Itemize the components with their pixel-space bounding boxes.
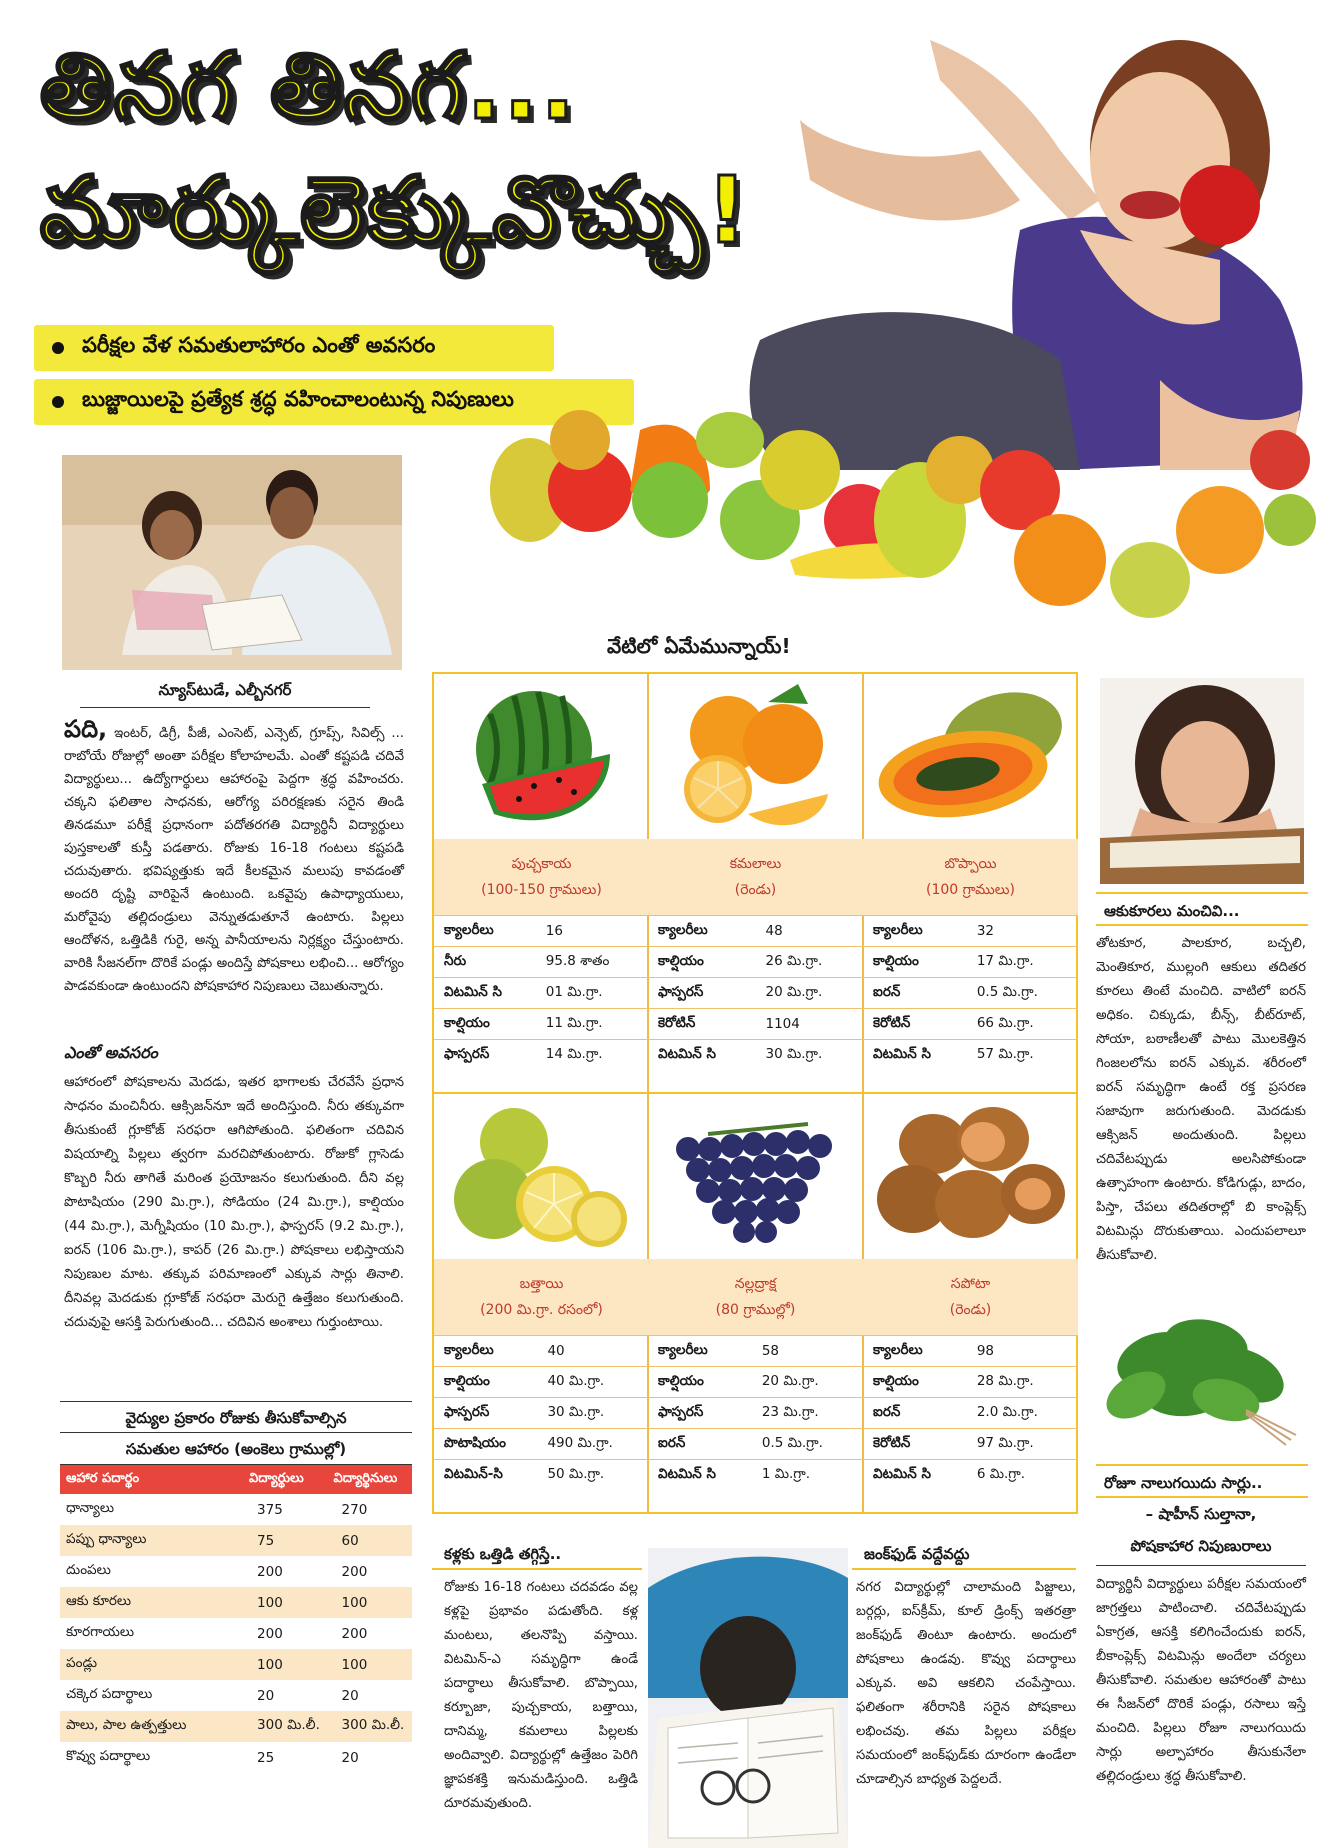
diet-food: పప్పు ధాన్యాలు: [60, 1525, 243, 1556]
fruit-card-watermelon: [434, 674, 649, 1071]
fruit-nutrient-table: [434, 1335, 649, 1491]
nutrient-value: 98: [973, 1336, 1078, 1367]
balanced-diet-table: [60, 1401, 412, 1773]
headline-line-2: మార్కులెక్కువొచ్చు!: [40, 157, 750, 264]
diet-food: కూరగాయలు: [66, 1624, 135, 1640]
diet-table-caption-2: సమతుల ఆహారం (అంకెలు గ్రాముల్లో): [60, 1433, 412, 1465]
fruit-nutrient-table: [863, 1335, 1078, 1491]
watermelon-image: [434, 674, 649, 839]
nutrient-value: 20 మి.గ్రా.: [758, 1367, 863, 1398]
diet-header-boys: విద్యార్థులు: [243, 1465, 327, 1494]
eye-strain-title: కళ్లకు ఒత్తిడి తగ్గిస్తే..: [432, 1538, 642, 1570]
nutrient-row: [648, 1336, 863, 1367]
nutrient-name: క్యాలరీలు: [434, 1336, 543, 1367]
greens-box-text: తోటకూర, పాలకూర, బచ్చలి, మెంతికూర, ముల్లంగి ఆకులు తదితర కూరలు తింటే మంచిది. వాటిలో ఐరన్ అధికం. చిక్కుడు, బీన్స్, బీట్‌రూట్, సోయా, బఠాణీలతో పాటు మొలకెత్తిన గింజలలోను ఐరన్ ఎక్కువ. శరీరంలో ఐరన్ సమృద్ధిగా ఉంటే రక్త ప్రసరణ సజావుగా జరుగుతుంది. మెదడుకు ఆక్సిజన్ అందుతుంది. పిల్లలు చదివేటప్పుడు అలసిపోకుండా ఉత్సాహంగా ఉంటారు. కోడిగుడ్లు, బాదం, పిస్తా, చేపలు తదితరాల్లో బి కాంప్లెక్స్ విటమిన్లు దొరుకుతాయి. ఎందుపలాలూ తీసుకోవాలి.: [1096, 936, 1306, 1263]
fruit-nutrient-table: [863, 915, 1078, 1071]
byline: న్యూస్‌టుడే, ఎల్బీనగర్: [80, 681, 370, 708]
diet-girls-value: 200: [341, 1563, 368, 1580]
diet-header-food: ఆహార పదార్థం: [60, 1465, 243, 1494]
fruit-name-block: [434, 839, 649, 915]
diet-girls-value: 20: [341, 1749, 359, 1766]
fruit-card-papaya: [863, 674, 1078, 1071]
fruit-card-black-grapes: [648, 1094, 863, 1491]
fruit-name: బొప్పాయి: [944, 856, 997, 872]
nutrient-value: 32: [973, 916, 1078, 947]
nutrient-value: 6 మి.గ్రా.: [973, 1460, 1078, 1491]
diet-boys-value: 375: [257, 1501, 283, 1518]
nutrient-row: [648, 916, 863, 947]
photo-spinach-leaves: [1096, 1300, 1308, 1450]
nutrient-row: [863, 947, 1078, 978]
nutrient-row: [434, 1336, 649, 1367]
diet-girls-value: 60: [328, 1525, 412, 1556]
diet-boys-value: 300 మి.లీ.: [243, 1711, 327, 1742]
fruit-card-oranges: [648, 674, 863, 1071]
nutrient-name: విటమిన్ సి: [863, 1040, 973, 1071]
nutrient-name: విటమిన్ సి: [648, 1460, 758, 1491]
nutrient-row: [648, 978, 863, 1009]
greens-box-title: ఆకుకూరలు మంచివి...: [1096, 892, 1308, 926]
nutrient-row: [434, 1040, 649, 1071]
nutrient-value: 26 మి.గ్రా.: [762, 947, 864, 978]
nutrient-name: ఫాస్పరస్: [648, 1398, 758, 1429]
nutrient-row: [434, 947, 649, 978]
nutrient-value: 95.8 శాతం: [542, 947, 649, 978]
expert-designation: పోషకాహార నిపుణురాలు: [1096, 1537, 1306, 1566]
fruit-name-block: [863, 839, 1078, 915]
grapes-image: [648, 1094, 863, 1259]
nutrient-name: క్యాలరీలు: [648, 1336, 758, 1367]
nutrient-value: 20 మి.గ్రా.: [762, 978, 864, 1009]
fruit-nutrient-table: [648, 915, 863, 1071]
diet-food: కొవ్వు పదార్థాలు: [66, 1748, 151, 1764]
diet-table-row: [60, 1649, 412, 1680]
nutrient-name: విటమిన్ సి: [434, 978, 542, 1009]
nutrient-value: 28 మి.గ్రా.: [973, 1367, 1078, 1398]
nutrient-row: [434, 916, 649, 947]
junk-food-box: [852, 1538, 1076, 1792]
diet-food: ధాన్యాలు: [66, 1500, 115, 1516]
nutrient-row: [434, 1429, 649, 1460]
nutrient-row: [648, 1460, 863, 1491]
eye-strain-text: రోజుకు 16-18 గంటలు చదవడం వల్ల కళ్లపై ప్రభావం పడుతోంది. కళ్ల మంటలు, తలనొప్పి వస్తాయి. విటమిన్-ఎ సమృద్ధిగా ఉండే పదార్థాలు తీసుకోవాలి. బొప్పాయి, కర్బూజా, పుచ్చకాయ, బత్తాయి, దానిమ్మ, కమలాలు పిల్లలకు అందివ్వాలి. విద్యార్థుల్లో ఉత్తేజం పెరిగి జ్ఞాపకశక్తి ఇనుమడిస్తుంది. ఒత్తిడి దూరమవుతుంది.: [444, 1580, 638, 1811]
fruit-name-block: [434, 1259, 649, 1335]
bullet-dot-icon: [52, 396, 64, 408]
diet-table-row: [60, 1494, 412, 1525]
nutrient-name: కాల్షియం: [863, 947, 973, 978]
nutrient-row: [863, 1398, 1078, 1429]
diet-table-grid: [60, 1465, 412, 1773]
fruit-quantity: (100 గ్రాములు): [926, 882, 1015, 898]
nutrient-value: 2.0 మి.గ్రా.: [973, 1398, 1078, 1429]
diet-boys-value: 25: [257, 1749, 275, 1766]
nutrient-value: 14 మి.గ్రా.: [542, 1040, 649, 1071]
diet-boys-value: 200: [257, 1563, 283, 1580]
diet-girls-value: 100: [328, 1587, 412, 1618]
diet-table-caption-1: వైద్యుల ప్రకారం రోజుకు తీసుకోవాల్సిన: [60, 1401, 412, 1433]
fruit-name: సపోటా: [950, 1276, 991, 1292]
nutrient-value: 11 మి.గ్రా.: [542, 1009, 649, 1040]
diet-girls-value: 20: [341, 1687, 359, 1704]
diet-food: పండ్లు: [60, 1649, 243, 1680]
fruit-name: కమలాలు: [729, 856, 782, 872]
bullet-text: బుజ్జాయిలపై ప్రత్యేక శ్రద్ధ వహించాలంటున్న నిపుణులు: [82, 387, 514, 411]
nutrient-row: [648, 947, 863, 978]
nutrient-name: విటమిన్-సి: [434, 1460, 543, 1491]
diet-boys-value: 100: [243, 1649, 327, 1680]
nutrient-row: [863, 1429, 1078, 1460]
bullet-text: పరీక్షల వేళ సమతులాహారం ఎంతో అవసరం: [82, 333, 436, 357]
nutrient-name: కాల్షియం: [863, 1367, 973, 1398]
diet-girls-value: 270: [341, 1501, 368, 1518]
diet-table-row: [60, 1556, 412, 1587]
fruit-name: బత్తాయి: [519, 1276, 564, 1292]
fruit-name-block: [863, 1259, 1078, 1335]
nutrient-name: కెరోటిన్: [863, 1429, 973, 1460]
nutrient-name: విటమిన్ సి: [863, 1460, 973, 1491]
nutrient-row: [863, 1460, 1078, 1491]
article-lead-text: ఇంటర్, డిగ్రీ, పీజీ, ఎంసెట్, ఎన్సెట్, గ్రూప్స్, సివిల్స్ ... రాబోయే రోజుల్లో అంతా పరీక్షల కోలాహలమే. ఎంతో కష్టపడి చదివే విద్యార్థులు... ఉద్యోగార్థులు ఆహారంపై పెద్దగా శ్రద్ధ వహించరు. చక్కని ఫలితాల సాధనకు, ఆరోగ్య పరిరక్షణకు సరైన తిండి తినడమూ పరీక్షే ప్రధానంగా పదోతరగతి విద్యార్థినీ విద్యార్థులు పుస్తకాలతో కుస్తీ పడతారు. రోజుకు 16-18 గంటలు కష్టపడి చదువుతారు. భవిష్యత్తుకు ఇదే కీలకమైన మలుపు కావడంతో అందరి దృష్టి వారిపైనే ఉంటుంది. ఒకవైపు ఉపాధ్యాయులు, మరోవైపు తల్లిదండ్రులు వెన్నుతడుతూనే ఉంటారు. పిల్లలు ఆందోళన, ఒత్తిడికి గురై, అన్న పానీయాలను నిర్లక్ష్యం చేస్తుంటారు. వారికి సీజనల్‌గా దొరికే పండ్లు అందిస్తే పోషకాలు లభించి... ఆరోగ్యం పాడవకుండా ఉంటుందని పోషకాహార నిపుణులు చెబుతున్నారు.: [64, 726, 404, 994]
headline-line-1: తినగ తినగ...: [40, 33, 578, 140]
nutrient-value: 1 మి.గ్రా.: [758, 1460, 863, 1491]
diet-boys-value: 200: [257, 1625, 283, 1642]
article-body: ఆహారంలో పోషకాలను మెదడు, ఇతర భాగాలకు చేరవేసే ప్రధాన సాధనం మంచినీరు. ఆక్సిజన్‌నూ ఇదే అందిస్తుంది. నీరు తక్కువగా తీసుకుంటే గ్లూకోజ్ సరఫరా ఆగిపోతుంది. ఫలితంగా చదివిన విషయాల్ని పిల్లలు త్వరగా మరచిపోతుంటారు. రోజుకో గ్లాసెడు కొబ్బరి నీరు తాగితే మరింత ప్రయోజనం కలుగుతుంది. దీని వల్ల పొటాషియం (290 మి.గ్రా.), సోడియం (24 మి.గ్రా.), కాల్షియం (44 మి.గ్రా.), మెగ్నీషియం (10 మి.గ్రా.), ఫాస్పరస్ (9.2 మి.గ్రా.), ఐరన్ (106 మి.గ్రా.), కాపర్ (26 మి.గ్రా.) పోషకాలు లభిస్తాయని నిపుణుల మాట. తక్కువ పరిమాణంలో ఎక్కువ సార్లు తినాలి. దీనివల్ల మెదడుకు గ్లూకోజ్ సరఫరా మెరుగై ఉత్తేజం కలుగుతుంది. చదువుపై ఆసక్తి పెరుగుతుంది... చదివిన అంశాలు గుర్తుంటాయి.: [64, 1075, 404, 1330]
nutrient-row: [648, 1429, 863, 1460]
nutrient-name: ఫాస్పరస్: [434, 1398, 543, 1429]
nutrient-value: 48: [762, 916, 864, 947]
article-lead: [64, 715, 404, 998]
nutrient-value: 490 మి.గ్రా.: [543, 1429, 649, 1460]
hero-photo-girl-with-fruits: [460, 0, 1324, 640]
nutrient-row: [863, 1009, 1078, 1040]
nutrient-name: కాల్షియం: [648, 1367, 758, 1398]
nutrient-value: 66 మి.గ్రా.: [973, 1009, 1078, 1040]
eye-strain-box: [432, 1538, 642, 1816]
nutrient-row: [434, 1398, 649, 1429]
nutrient-name: ఐరన్: [863, 1398, 973, 1429]
fruit-quantity: (రెండు): [949, 1302, 992, 1318]
nutrient-row: [863, 1040, 1078, 1071]
diet-header-girls: విద్యార్థినులు: [328, 1465, 412, 1494]
diet-table-row: [60, 1525, 412, 1556]
diet-boys-value: 75: [243, 1525, 327, 1556]
junk-food-text: నగర విద్యార్థుల్లో చాలామంది పిజ్జాలు, బర్గర్లు, ఐస్‌క్రీమ్, కూల్ డ్రింక్స్ ఇతరత్రా జంక్‌ఫుడ్ తింటూ ఉంటారు. అందులో పోషకాలు ఉండవు. కొవ్వు పదార్థాలు ఎక్కువ. అవి ఆకలిని చంపేస్తాయి. ఫలితంగా శరీరానికి సరైన పోషకాలు లభించవు. తమ పిల్లలు పరీక్షల సమయంలో జంక్‌ఫుడ్‌కు దూరంగా ఉండేలా చూడాల్సిన బాధ్యత పెద్దలదే.: [856, 1580, 1076, 1787]
diet-food: పాలు, పాల ఉత్పత్తులు: [60, 1711, 243, 1742]
nutrient-row: [863, 978, 1078, 1009]
fruit-name: పుచ్చకాయ: [511, 856, 572, 872]
nutrient-value: 58: [758, 1336, 863, 1367]
nutrient-name: కాల్షియం: [434, 1367, 543, 1398]
diet-girls-value: 100: [328, 1649, 412, 1680]
nutrient-name: క్యాలరీలు: [648, 916, 762, 947]
nutrient-row: [863, 916, 1078, 947]
nutrient-name: కెరోటిన్: [863, 1009, 973, 1040]
fruit-quantity: (80 గ్రాముల్లో): [715, 1302, 796, 1318]
nutrient-value: 0.5 మి.గ్రా.: [973, 978, 1078, 1009]
fruit-quantity: (రెండు): [734, 882, 777, 898]
nutrient-row: [648, 1367, 863, 1398]
nutrient-name: క్యాలరీలు: [434, 916, 542, 947]
bullet-dot-icon: [52, 342, 64, 354]
diet-boys-value: 20: [257, 1687, 275, 1704]
fruit-quantity: (200 మి.గ్రా. రసంలో): [480, 1302, 603, 1318]
daily-box-text: విద్యార్థినీ విద్యార్థులు పరీక్షల సమయంలో జాగ్రత్తలు పాటించాలి. చదివేటప్పుడు ఏకాగ్రత, ఆసక్తి కలిగించేందుకు ఐరన్, బీకాంప్లెక్స్ విటమిన్లు అందేలా చర్యలు తీసుకోవాలి. సమతుల ఆహారంతో పాటు ఈ సీజన్‌లో దొరికే పండ్లు, రసాలు ఇస్తే మంచిది. పిల్లలు రోజూ నాలుగయిదు సార్లు అల్పాహారం తీసుకునేలా తల్లిదండ్రులు శ్రద్ధ తీసుకోవాలి.: [1096, 1577, 1306, 1784]
nutrient-value: 23 మి.గ్రా.: [758, 1398, 863, 1429]
nutrient-value: 97 మి.గ్రా.: [973, 1429, 1078, 1460]
nutrient-row: [434, 1460, 649, 1491]
fruit-card-sapota: [863, 1094, 1078, 1491]
nutrient-row: [434, 1009, 649, 1040]
nutrient-name: ఫాస్పరస్: [648, 978, 762, 1009]
nutrient-name: విటమిన్ సి: [648, 1040, 762, 1071]
nutrient-value: 01 మి.గ్రా.: [542, 978, 649, 1009]
nutrient-value: 17 మి.గ్రా.: [973, 947, 1078, 978]
photo-student-asleep-on-books: [648, 1548, 848, 1848]
nutrient-name: ఐరన్: [863, 978, 973, 1009]
nutrient-value: 30 మి.గ్రా.: [762, 1040, 864, 1071]
fruit-nutrient-table: [648, 1335, 863, 1491]
nutrient-value: 50 మి.గ్రా.: [543, 1460, 649, 1491]
papaya-image: [863, 674, 1078, 839]
nutrient-value: 0.5 మి.గ్రా.: [758, 1429, 863, 1460]
fruit-name-block: [648, 1259, 863, 1335]
article-dropcap: పది,: [64, 715, 108, 743]
diet-food: చక్కెర పదార్థాలు: [66, 1686, 153, 1702]
oranges-image: [648, 674, 863, 839]
nutrient-row: [648, 1040, 863, 1071]
nutrient-row: [434, 978, 649, 1009]
diet-girls-value: 300 మి.లీ.: [328, 1711, 412, 1742]
diet-girls-value: 200: [341, 1625, 368, 1642]
nutrient-value: 57 మి.గ్రా.: [973, 1040, 1078, 1071]
nutrient-name: క్యాలరీలు: [863, 916, 973, 947]
nutrient-name: క్యాలరీలు: [863, 1336, 973, 1367]
diet-table-row: [60, 1711, 412, 1742]
diet-food: ఆకు కూరలు: [60, 1587, 243, 1618]
daily-box-title: రోజూ నాలుగయిదు సార్లు..: [1096, 1464, 1308, 1498]
nutrient-value: 1104: [762, 1009, 864, 1040]
nutrient-value: 30 మి.గ్రా.: [543, 1398, 649, 1429]
nutrient-name: కాల్షియం: [648, 947, 762, 978]
nutrient-name: పొటాషియం: [434, 1429, 543, 1460]
fruit-quantity: (100-150 గ్రాములు): [481, 882, 602, 898]
expert-name: – షాహీన్ సుల్తానా,: [1145, 1505, 1257, 1523]
nutrient-name: ఐరన్: [648, 1429, 758, 1460]
nutrient-value: 40 మి.గ్రా.: [543, 1367, 649, 1398]
sapota-image: [863, 1094, 1078, 1259]
nutrient-name: ఫాస్పరస్: [434, 1040, 542, 1071]
nutrient-value: 16: [542, 916, 649, 947]
diet-table-row: [60, 1680, 412, 1711]
fruit-name-block: [648, 839, 863, 915]
photo-girl-resting-on-books: [1100, 678, 1304, 884]
diet-table-row: [60, 1618, 412, 1649]
nutrient-row: [434, 1367, 649, 1398]
nutrient-value: 40: [543, 1336, 649, 1367]
nutrient-name: కెరోటిన్: [648, 1009, 762, 1040]
nutrient-row: [648, 1009, 863, 1040]
junk-food-title: జంక్‌ఫుడ్ వద్దేవద్దు: [852, 1538, 1076, 1570]
diet-food: దుంపలు: [66, 1562, 111, 1578]
sweet-lime-image: [434, 1094, 649, 1259]
fruit-card-sweet-lime: [434, 1094, 649, 1491]
nutrient-name: నీరు: [434, 947, 542, 978]
diet-table-header-row: [60, 1465, 412, 1494]
diet-boys-value: 100: [243, 1587, 327, 1618]
fruit-nutrition-grid: [432, 672, 1078, 1514]
nutrient-row: [863, 1336, 1078, 1367]
diet-table-row: [60, 1742, 412, 1773]
photo-students-studying: [62, 455, 402, 670]
diet-table-row: [60, 1587, 412, 1618]
nutrient-name: కాల్షియం: [434, 1009, 542, 1040]
fruits-section-title: వేటిలో ఏమేమున్నాయ్!: [607, 634, 791, 658]
nutrient-row: [648, 1398, 863, 1429]
article-subheading: ఎంతో అవసరం: [64, 1043, 158, 1062]
fruit-name: నల్లద్రాక్ష: [734, 1276, 777, 1292]
fruit-nutrient-table: [434, 915, 649, 1071]
nutrient-row: [863, 1367, 1078, 1398]
